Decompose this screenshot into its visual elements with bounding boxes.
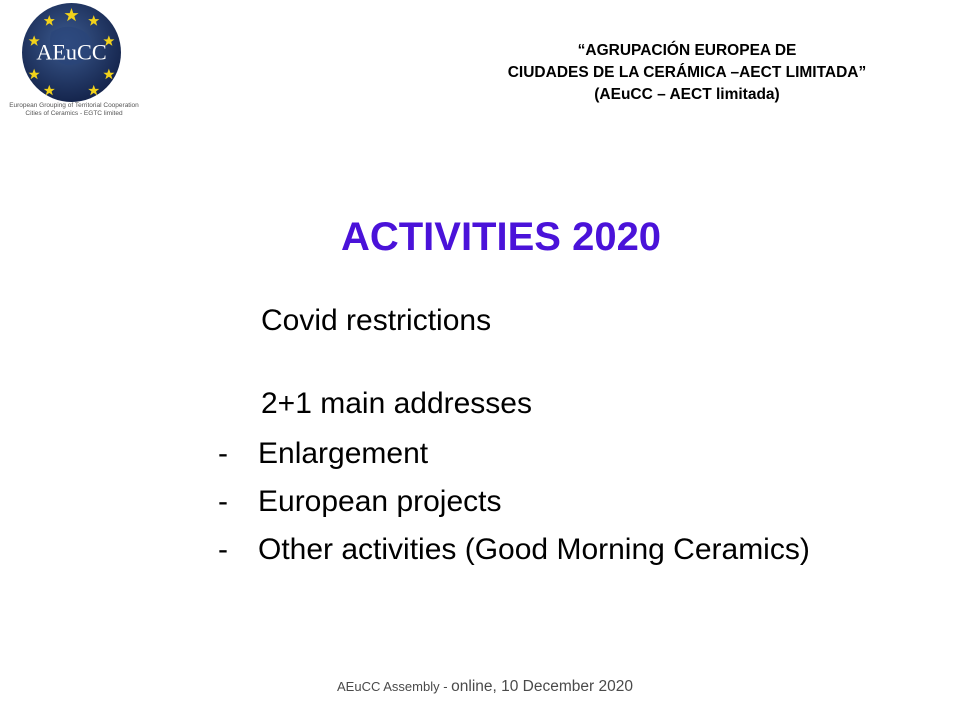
logo-caption-line2: Cities of Ceramics - EGTC limited (25, 110, 123, 117)
bullet-text: European projects (258, 485, 502, 518)
logo-text: AEuCC (36, 39, 107, 65)
footer-date: online, 10 December 2020 (451, 678, 633, 695)
bullet-text: Enlargement (258, 437, 429, 470)
organization-title-line3: (AEuCC – AECT limitada) (594, 86, 780, 103)
aeucc-logo-icon (21, 2, 122, 103)
footer-prefix: AEuCC Assembly - (337, 679, 452, 694)
logo-caption-line1: European Grouping of Territorial Cooperation (9, 102, 139, 109)
logo (0, 0, 150, 125)
organization-title-line2: CIUDADES DE LA CERÁMICA –AECT LIMITADA” (507, 64, 867, 81)
bullet-dash: - (218, 437, 228, 470)
organization-title-line1: “AGRUPACIÓN EUROPEA DE (577, 42, 797, 59)
organization-title (427, 40, 947, 106)
intro-main-addresses: 2+1 main addresses (261, 387, 532, 420)
footer (0, 677, 957, 697)
slide-title: ACTIVITIES 2020 (340, 215, 662, 259)
bullet-text: Other activities (Good Morning Ceramics) (258, 533, 810, 566)
intro-covid-restrictions: Covid restrictions (261, 304, 492, 337)
bullet-dash: - (218, 533, 228, 566)
logo-caption (0, 102, 148, 118)
bullet-dash: - (218, 485, 228, 518)
